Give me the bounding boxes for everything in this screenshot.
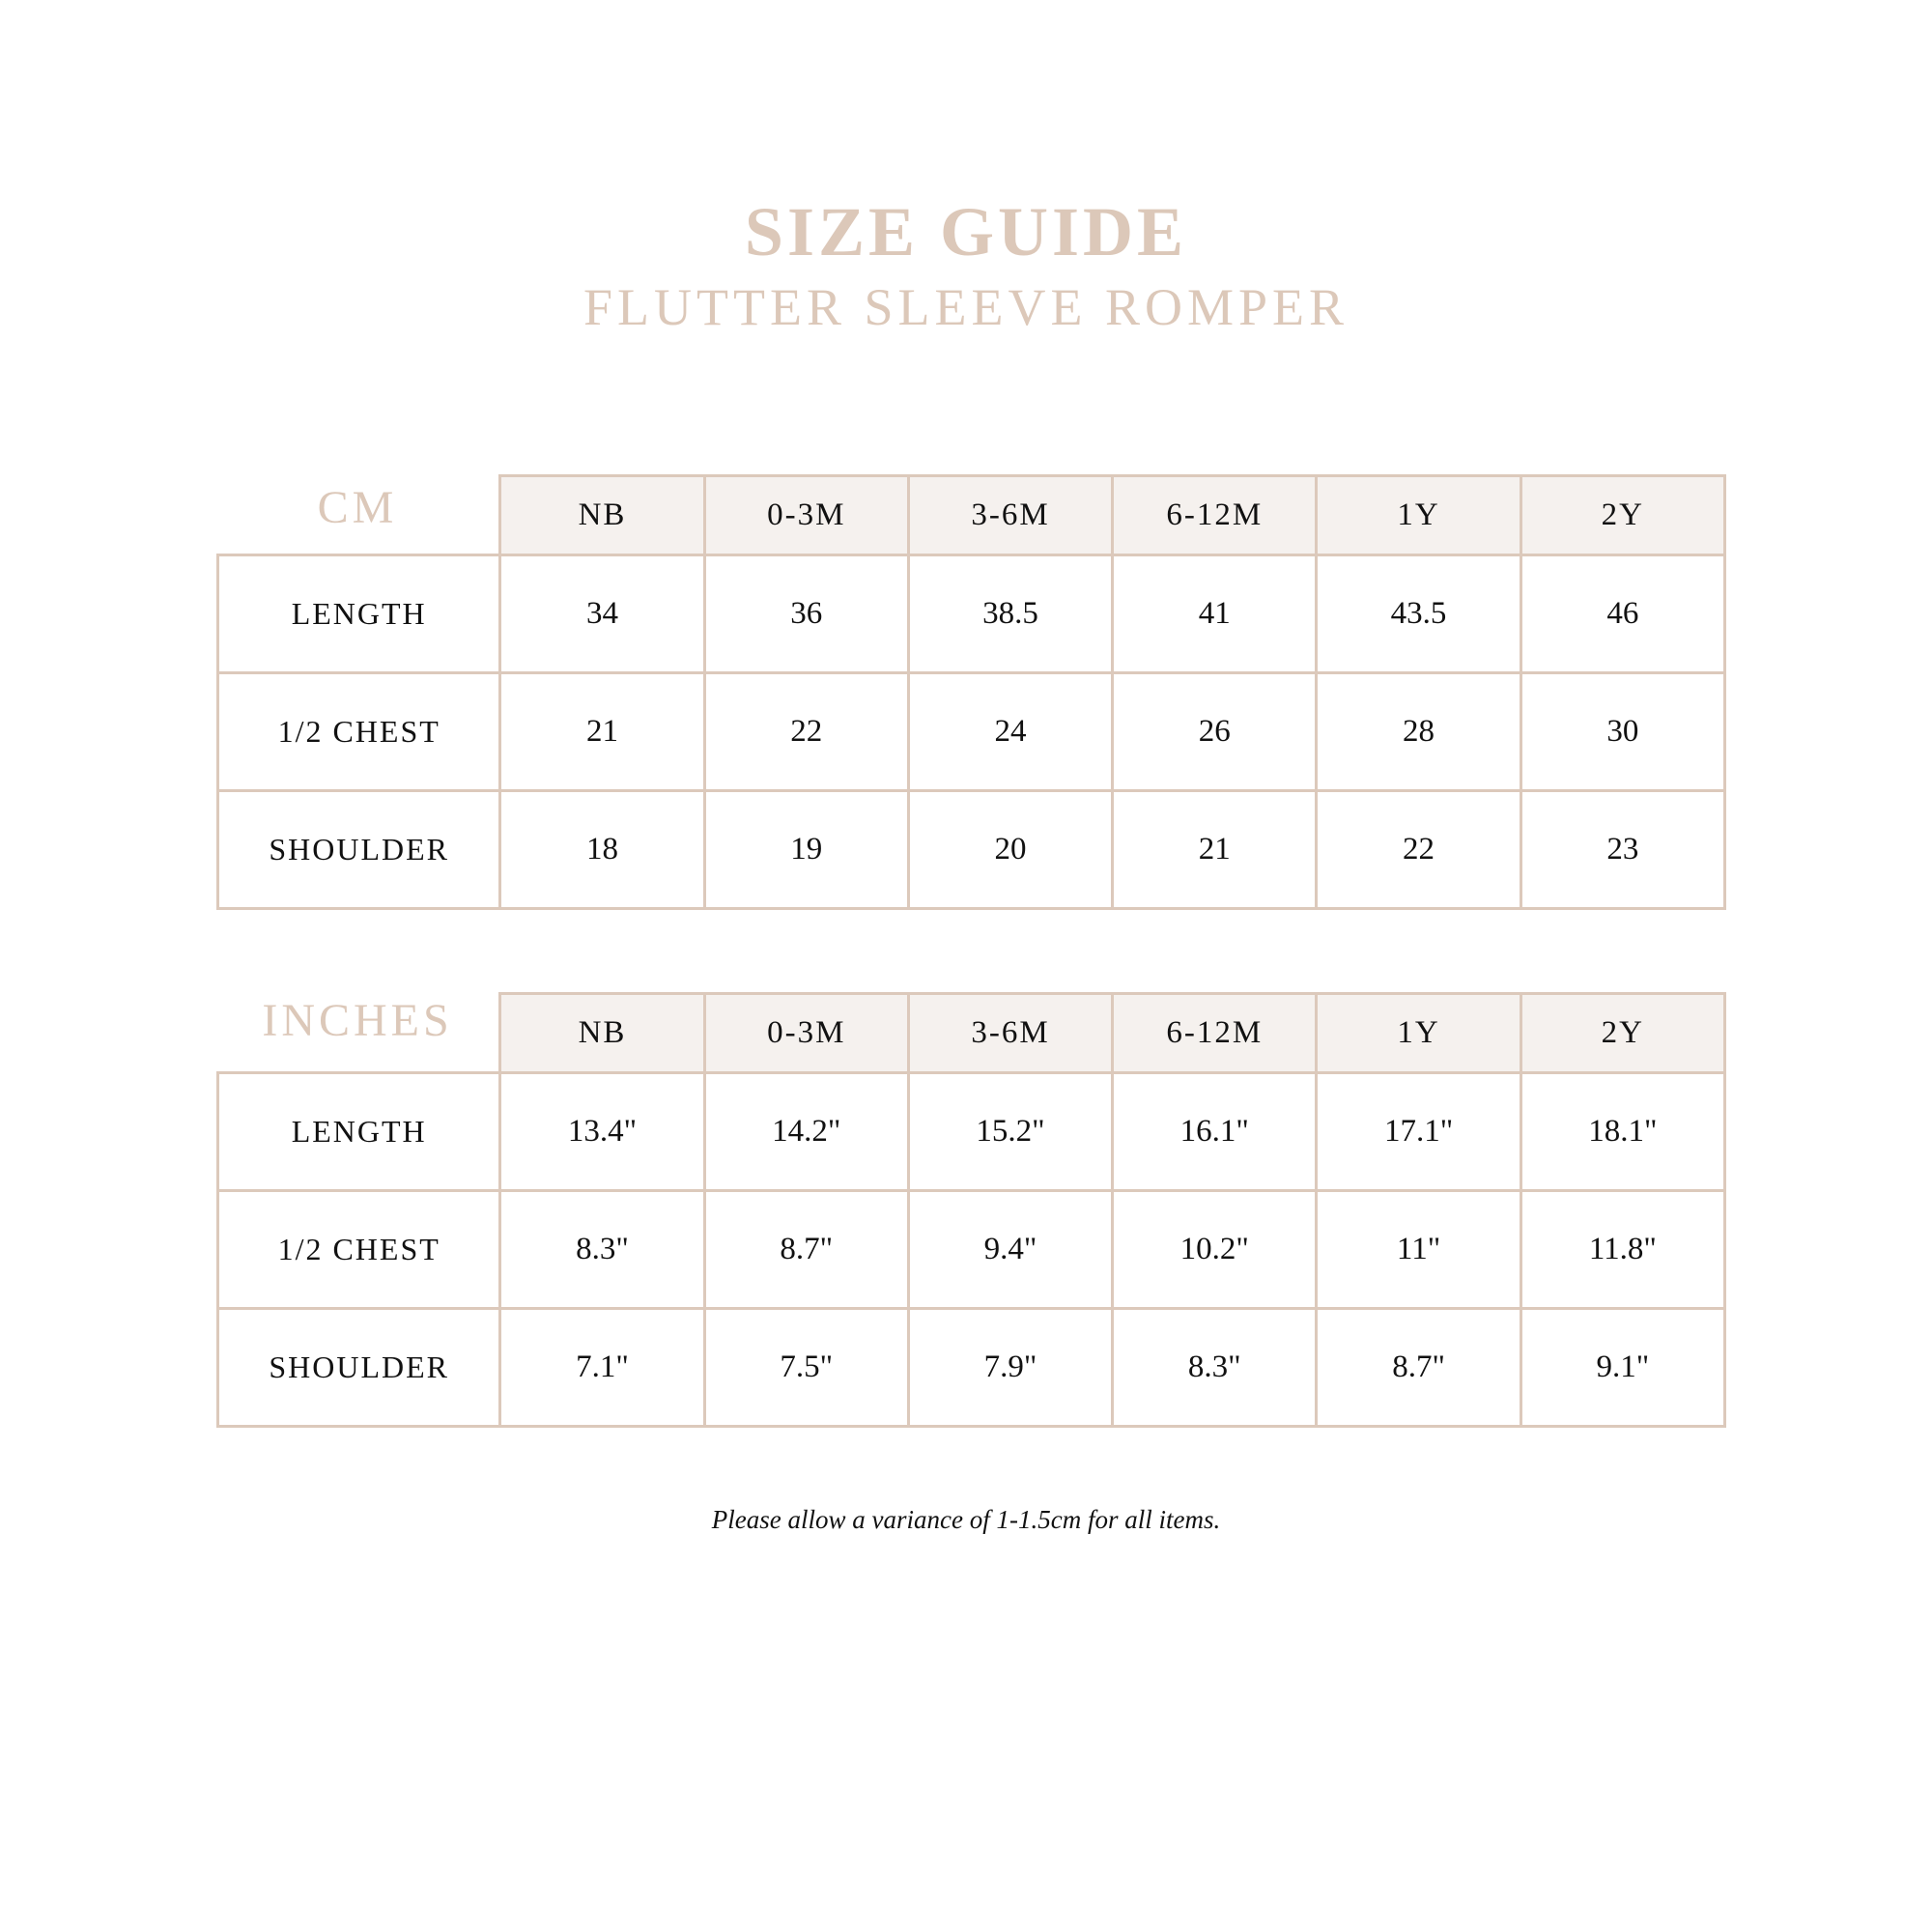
table-cell: 11" xyxy=(1317,1191,1520,1309)
table-cell: 20 xyxy=(908,791,1112,909)
size-header: 1Y xyxy=(1317,994,1520,1073)
table-cell: 13.4" xyxy=(500,1073,704,1191)
table-cell: 41 xyxy=(1113,555,1317,673)
row-label: SHOULDER xyxy=(218,1309,500,1427)
header-corner xyxy=(218,476,500,555)
table-cell: 24 xyxy=(908,673,1112,791)
table-row xyxy=(218,673,1725,791)
unit-label-cm: CM xyxy=(317,482,398,533)
size-header-row xyxy=(218,476,1725,555)
size-header: NB xyxy=(500,476,704,555)
header-corner xyxy=(218,994,500,1073)
table-cell: 10.2" xyxy=(1113,1191,1317,1309)
table-cell: 9.1" xyxy=(1520,1309,1724,1427)
size-header: 3-6M xyxy=(908,476,1112,555)
table-row xyxy=(218,1191,1725,1309)
size-header: 2Y xyxy=(1520,994,1724,1073)
table-cell: 18 xyxy=(500,791,704,909)
size-header: NB xyxy=(500,994,704,1073)
table-row xyxy=(218,791,1725,909)
table-cell: 8.3" xyxy=(1113,1309,1317,1427)
table-cell: 43.5 xyxy=(1317,555,1520,673)
table-cell: 11.8" xyxy=(1520,1191,1724,1309)
table-cell: 21 xyxy=(1113,791,1317,909)
unit-label-inches: INCHES xyxy=(262,995,453,1046)
row-label: 1/2 CHEST xyxy=(218,673,500,791)
product-subtitle: FLUTTER SLEEVE ROMPER xyxy=(582,278,1350,336)
table-cell: 16.1" xyxy=(1113,1073,1317,1191)
table-cell: 17.1" xyxy=(1317,1073,1520,1191)
table-row xyxy=(218,555,1725,673)
table-row xyxy=(218,1073,1725,1191)
table-cell: 14.2" xyxy=(704,1073,908,1191)
table-cell: 22 xyxy=(704,673,908,791)
size-header: 3-6M xyxy=(908,994,1112,1073)
table-cell: 19 xyxy=(704,791,908,909)
page-title: SIZE GUIDE xyxy=(744,193,1188,270)
table-cell: 23 xyxy=(1520,791,1724,909)
table-cell: 15.2" xyxy=(908,1073,1112,1191)
table-cell: 26 xyxy=(1113,673,1317,791)
table-cell: 30 xyxy=(1520,673,1724,791)
table-cell: 36 xyxy=(704,555,908,673)
table-cell: 7.9" xyxy=(908,1309,1112,1427)
table-cell: 21 xyxy=(500,673,704,791)
table-cell: 7.5" xyxy=(704,1309,908,1427)
variance-note: Please allow a variance of 1-1.5cm for all items. xyxy=(711,1505,1221,1534)
size-table-cm xyxy=(216,474,1726,910)
table-cell: 9.4" xyxy=(908,1191,1112,1309)
table-cell: 18.1" xyxy=(1520,1073,1724,1191)
table-cell: 8.7" xyxy=(704,1191,908,1309)
table-cell: 38.5 xyxy=(908,555,1112,673)
row-label: SHOULDER xyxy=(218,791,500,909)
table-cell: 46 xyxy=(1520,555,1724,673)
row-label: 1/2 CHEST xyxy=(218,1191,500,1309)
size-header: 0-3M xyxy=(704,994,908,1073)
table-cell: 7.1" xyxy=(500,1309,704,1427)
size-header: 6-12M xyxy=(1113,994,1317,1073)
table-cell: 28 xyxy=(1317,673,1520,791)
size-table-inches xyxy=(216,992,1726,1428)
size-header-row xyxy=(218,994,1725,1073)
size-header: 2Y xyxy=(1520,476,1724,555)
table-cell: 22 xyxy=(1317,791,1520,909)
table-cell: 8.3" xyxy=(500,1191,704,1309)
row-label: LENGTH xyxy=(218,1073,500,1191)
row-label: LENGTH xyxy=(218,555,500,673)
table-cell: 8.7" xyxy=(1317,1309,1520,1427)
size-header: 6-12M xyxy=(1113,476,1317,555)
size-header: 1Y xyxy=(1317,476,1520,555)
table-row xyxy=(218,1309,1725,1427)
table-cell: 34 xyxy=(500,555,704,673)
size-header: 0-3M xyxy=(704,476,908,555)
